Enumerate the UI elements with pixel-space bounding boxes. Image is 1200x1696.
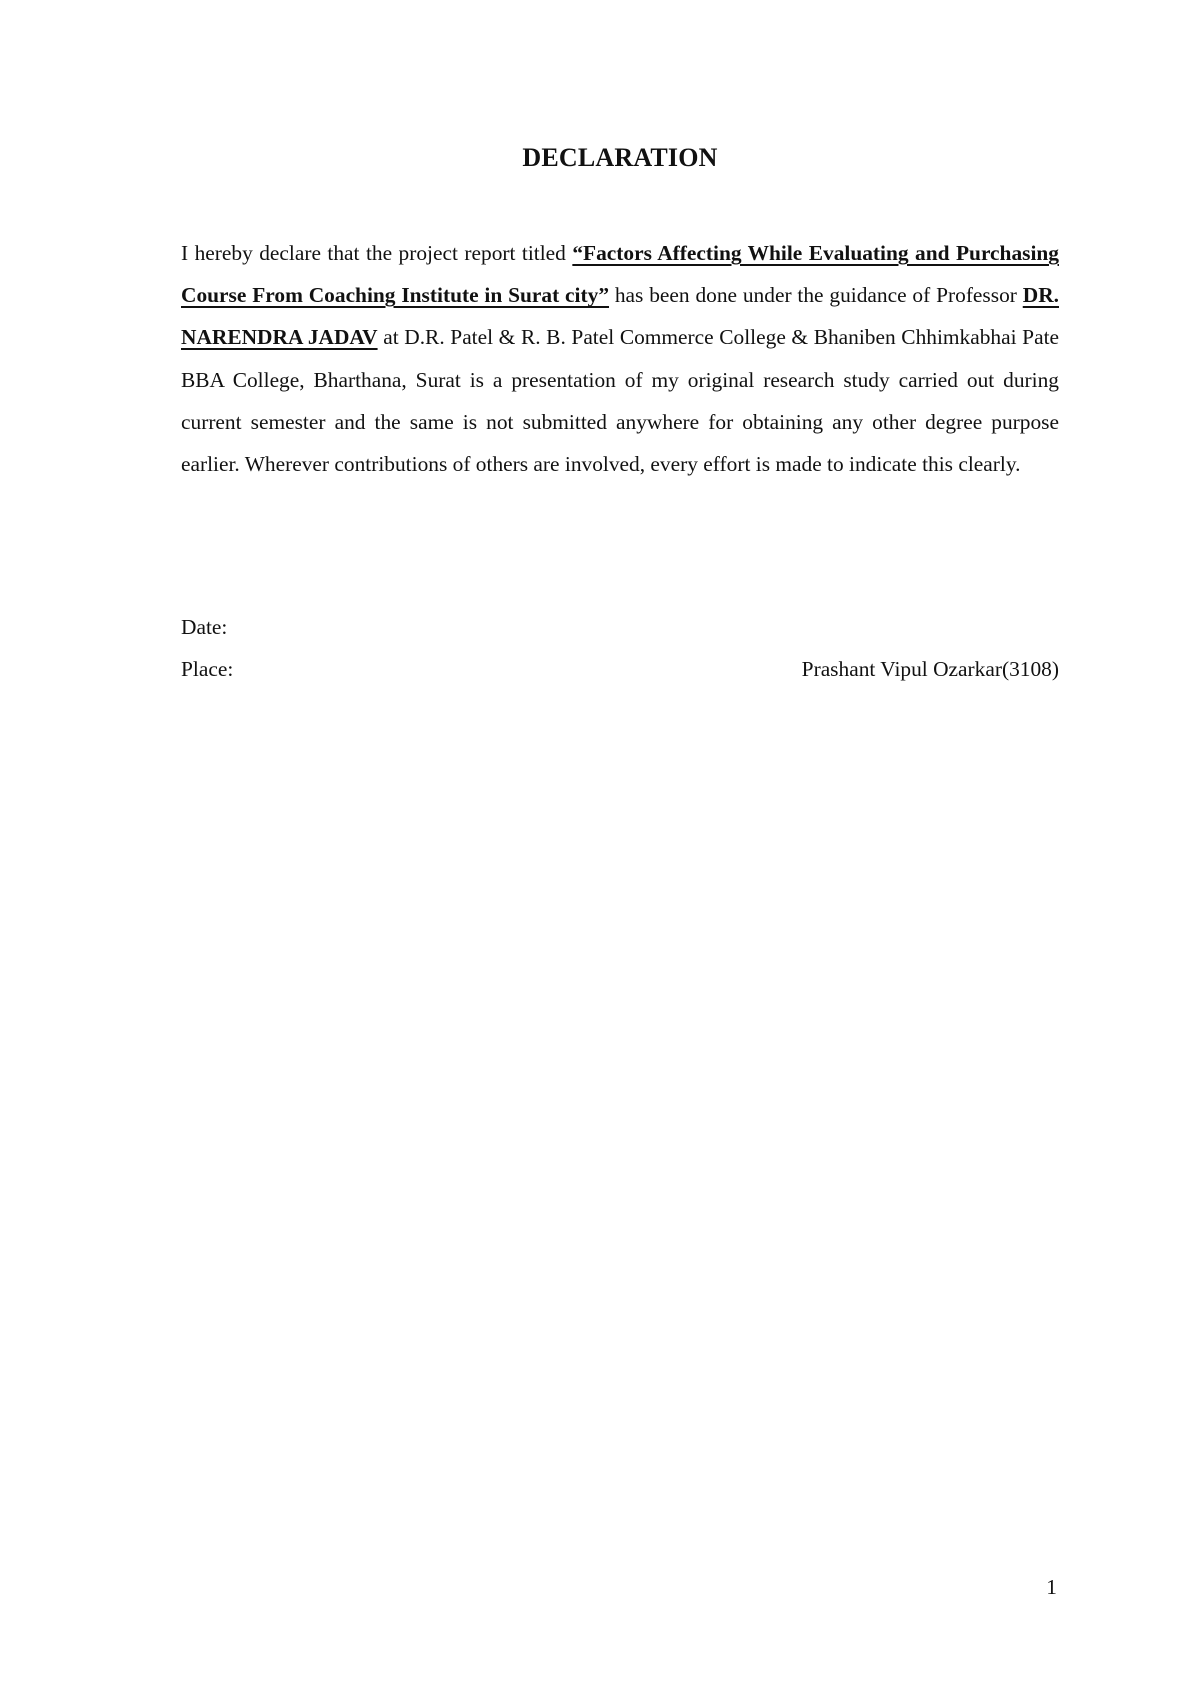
date-label: Date: xyxy=(181,615,228,639)
page-title: DECLARATION xyxy=(522,143,718,172)
place-label: Place: xyxy=(181,657,234,681)
declaration-text-intro: I hereby declare that the project report titled xyxy=(181,241,573,265)
declaration-text-guidance: has been done under the guidance of Professor xyxy=(609,283,1023,308)
signatory-name: Prashant Vipul Ozarkar(3108) xyxy=(801,657,1059,681)
page-number: 1 xyxy=(1046,1575,1057,1599)
declaration-text-body: at D.R. Patel & R. B. Patel Commerce College & Bhaniben Chhimkabhai Pate BBA College, Bharthana, Surat is a presentation of my original research study carried out during current semester and the same is not submitted anywhere for obtaining any other degree purpose earlier. Wherever contributions of others are involved, every effort is made to indicate this clearly. xyxy=(181,325,1060,477)
report-title: “Factors Affecting While Evaluating and Purchasing Course From Coaching Institute in Surat city” xyxy=(181,241,1059,308)
declaration-paragraph xyxy=(181,232,1059,485)
guide-name: DR. NARENDRA JADAV xyxy=(181,283,1059,350)
